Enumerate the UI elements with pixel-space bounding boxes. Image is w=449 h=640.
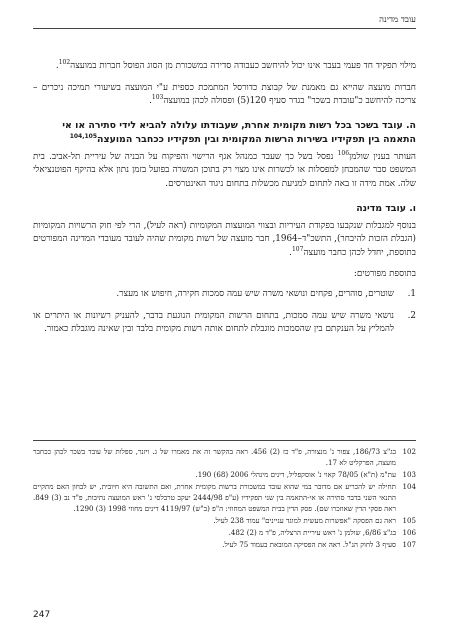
list-item-number: 2. <box>407 310 416 321</box>
footnote-number: 103 <box>402 470 416 479</box>
heading-text: ה. עובד בשכר בכל רשות מקומית אחרת, שעבודתו עלולה להביא לידי סתירה או אי התאמה בין תפקידיו בשירות הרשות המקומית ובין תפקידיו ככחבר המועצה <box>62 119 416 145</box>
paragraph-text: חברות מועצה שהייא גם מאמנת של קבוצת כדורסל המתמכת כספית ע"י המועצה בשיעורי תמיכה ניכרים – צריכה להיחשב כ"עובדת בשכר" בגדר סעיף 120(5) ופסולה לכהן במועצה <box>33 82 416 107</box>
footnote-ref[interactable]: 107 <box>291 245 304 253</box>
list-item-text: שוטרים, סוהרים, פקחים ונושאי משרה שיש עמה סמכות חקירה, חיפוש או מעצר. <box>116 288 394 299</box>
main-content <box>33 60 416 345</box>
footnote-ref[interactable]: 103 <box>151 94 164 102</box>
paragraph-text-start: העותר בענין שולמן <box>349 151 416 162</box>
section-heading-civil-servant: ו. עובד מדינה <box>356 202 416 214</box>
footnote-number: 105 <box>402 516 416 525</box>
footnote <box>33 446 416 468</box>
footnote-ref[interactable]: 104,105 <box>69 132 98 140</box>
footnote <box>33 539 416 550</box>
footnote-number: 104 <box>402 482 416 491</box>
footnote-ref[interactable]: 102 <box>58 59 71 67</box>
footnote-text: ראה גם הפסקה "אפשרות מעשית למוגד עניינים" עמוד 238 לעיל. <box>213 516 396 525</box>
footnote <box>33 481 416 514</box>
footnote-text: סעיף 3 לחוק הנ"ל. ראה את הפסיקה המובאת בעמוד 75 לעיל. <box>222 540 396 549</box>
list-intro: בתוספת מפורטים: <box>353 269 416 280</box>
list-item-text: נושאי משרה שיש עמה סמכות, בתחום הרשות המקומית הנוגעת בדבר, להעניק רשיונות או היתרים או להמליץ על הענקתם בין שהסמכות מוגבלת לתחום אותה רשות מקומית בלבד ובין שאינה מוגבלת כאמור. <box>33 310 394 335</box>
paragraph-civil-servant: בנוסף למגבלות שנקבעו בפקודת העיריות ובצווי המועצות המקומיות (ראה לעיל), הרי לפי חוק הרשויות המקומיות (הגבלת הזכות להיבחר), התשכ"ד–1964, חבר מועצה של רשות מקומית שהיה לעובד מעובדי המדינה המפורטים בתוספת, יחדל לכהן כחבר מועצה$^{107}$. <box>33 220 416 258</box>
page-number: 247 <box>33 610 51 620</box>
footnote-text: בג"צ 6/86, שולמן נ' ראש עיריית הרצליה, פ"ד מ (2) 482. <box>228 528 396 537</box>
footnote <box>33 527 416 538</box>
schedule-list <box>33 288 416 337</box>
paragraph-coach: חברות מועצה שהייא גם מאמנת של קבוצת כדורסל המתמכת כספית ע"י המועצה בשיעורי תמיכה ניכרים – צריכה להיחשב כ"עובדת בשכר" בגדר סעיף 120(5) ופסולה לכהן במועצה$^{103}$. <box>33 82 416 107</box>
list-item <box>33 288 416 302</box>
footnote-text: בג"צ 186/73, צפור נ' מנצורה, פ"ד כז (2) 456. ראה בהקשר זה את מאמרו של ג. ויזנר, ספלות של עובד בשכר לכהן ככחבר מועצה, הפרקליט לא 17. <box>33 447 396 467</box>
paragraph-text: בנוסף למגבלות שנקבעו בפקודת העיריות ובצווי המועצות המקומיות (ראה לעיל), הרי לפי חוק הרשויות המקומיות (הגבלת הזכות להיבחר), התשכ"ד–1964, חבר מועצה של רשות מקומית שהיה לעובד מעובדי המדינה המפורטים בתוספת, יחדל לכהן כחבר מועצה <box>33 220 416 258</box>
list-item <box>33 310 416 337</box>
footnote <box>33 515 416 526</box>
footnote <box>33 469 416 480</box>
paragraph-shulman <box>33 151 416 192</box>
running-head: עובד מדינה <box>33 14 416 29</box>
footnote-ref[interactable]: 106 <box>337 149 350 157</box>
footnote-number: 106 <box>402 528 416 537</box>
footnote-number: 107 <box>402 540 416 549</box>
paragraph-fee-role: מילוי תפקיד חד פעמי בעבר אינו יכול להיחשב כעבודה סדירה במשכורת מן הסוג הפוסל חברות במועצה$^{102}$. <box>55 59 416 71</box>
footnote-text: עת"מ (ת"א) 78/05 קאוי נ' אוסקפליל, דינים מינהלי 2006 (68) 190. <box>195 470 396 479</box>
footnote-text: תחילה יש להכריע אם מדובר במי שהוא עובד במשכורת ברשות מקומית אחרת, ואם התשובה היא חיובית, יש לבחון האם מתקיים התנאי השני בדבר סתירה או אי-התאמה בין שני תפקידיו (ע"פ 2444/98 יעקב טרבלסי נ' ראש המועצה נתיבות, פ"ד נב (3) 849. ראה פסקי הדין שאוזכרו שם). פסק הדין בבית המשפט המחוזי: ה"פ (ב"ש) 4119/97 דינים מחוזי 1998 (3) 1290. <box>33 482 396 513</box>
paragraph-text-end: נפסל בשל כך שעבד כמנהל אגף הרישוי והפיקוח על הבניה של עיריית תל-אביב. בית המשפט סבר שהמבחן למפסלות או לכשרות אינו מצוי רק בתוכן המשרה בפועל בזמן נתון אלא בהיקף הפוטנציאלי שלה. אמת מידה זו באה לתחום למניעת מכשלות בתחום ניגוד האינטרסים. <box>33 151 416 189</box>
list-item-number: 1. <box>407 288 416 299</box>
paragraph-text: מילוי תפקיד חד פעמי בעבר אינו יכול להיחשב כעבודה סדירה במשכורת מן הסוג הפוסל חברות במועצה <box>70 61 416 71</box>
footnote-number: 102 <box>402 447 416 456</box>
section-heading-other-authority <box>33 119 416 147</box>
footnotes-section <box>33 440 416 551</box>
